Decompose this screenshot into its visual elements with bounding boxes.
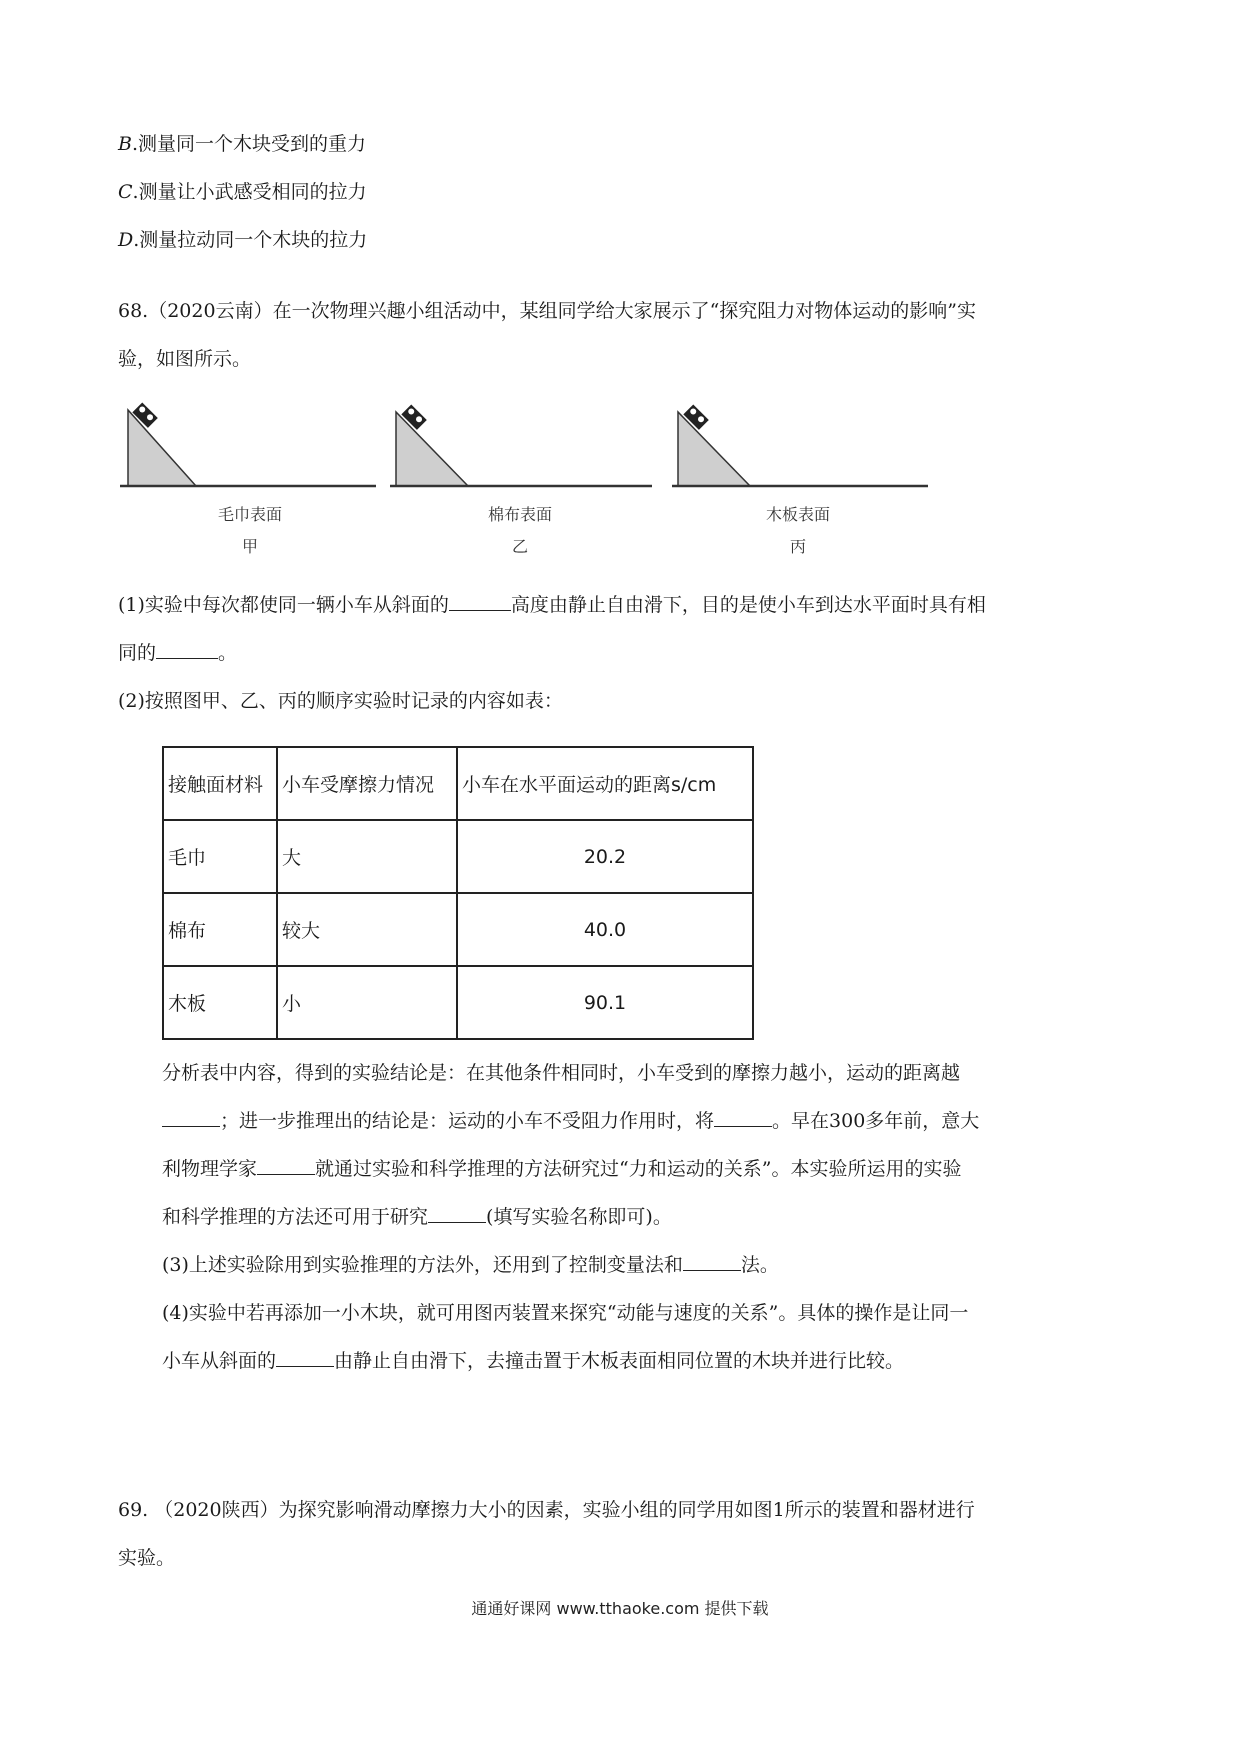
option-d — [118, 227, 367, 253]
q68-stem-line1: 68.（2020云南）在一次物理兴趣小组活动中，某组同学给大家展示了“探究阻力对物体运动的影响”实 — [118, 300, 976, 322]
q68-part1-line2 — [118, 640, 237, 666]
q68-part1-text-c: 同的 — [118, 642, 157, 664]
option-c-letter: C — [118, 181, 133, 203]
option-c-text: .测量让小武感受相同的拉力 — [132, 181, 367, 203]
option-c — [118, 179, 367, 205]
q69-stem-line1: 69. （2020陕西）为探究影响滑动摩擦力大小的因素，实验小组的同学用如图1所示的装置和器材进行 — [118, 1499, 975, 1521]
answer-blank-5[interactable] — [257, 1156, 315, 1175]
table-header-distance: 小车在水平面运动的距离s/cm — [457, 747, 753, 820]
figure-jia-surface: 毛巾表面 — [217, 505, 282, 524]
answer-blank-8[interactable] — [276, 1348, 334, 1367]
q68-analysis-text-d: 利物理学家 — [162, 1158, 258, 1180]
answer-blank-6[interactable] — [428, 1204, 486, 1223]
figure-yi-surface: 棉布表面 — [487, 505, 552, 524]
table-cell-material: 木板 — [163, 966, 277, 1039]
option-d-letter: D — [118, 229, 134, 251]
q68-part1-line1 — [118, 592, 986, 618]
table-cell-material: 毛巾 — [163, 820, 277, 893]
incline-diagram-bing — [672, 400, 942, 500]
table-cell-distance: 40.0 — [457, 893, 753, 966]
q68-part1-text-a: (1)实验中每次都使同一辆小车从斜面的 — [118, 594, 449, 616]
q68-analysis-line2 — [162, 1108, 979, 1134]
option-b — [118, 131, 366, 157]
table-cell-friction: 较大 — [277, 893, 457, 966]
figure-bing — [672, 400, 942, 570]
table-row — [163, 966, 753, 1039]
answer-blank-7[interactable] — [683, 1252, 741, 1271]
figure-jia — [120, 400, 390, 570]
q68-analysis-line1: 分析表中内容，得到的实验结论是：在其他条件相同时，小车受到的摩擦力越小，运动的距离越 — [162, 1062, 961, 1084]
q68-part4-text-b: 小车从斜面的 — [162, 1350, 277, 1372]
table-header-friction: 小车受摩擦力情况 — [277, 747, 457, 820]
figure-jia-label: 甲 — [241, 537, 258, 556]
table-header-row — [163, 747, 753, 820]
q68-analysis-text-f: 和科学推理的方法还可用于研究 — [162, 1206, 429, 1228]
figure-yi — [390, 400, 660, 570]
table-cell-friction: 大 — [277, 820, 457, 893]
option-b-text: .测量同一个木块受到的重力 — [131, 133, 367, 155]
q68-part1-text-b: 高度由静止自由滑下，目的是使小车到达水平面时具有相 — [510, 594, 986, 616]
q68-analysis-text-b: ；进一步推理出的结论是：运动的小车不受阻力作用时，将 — [220, 1110, 715, 1132]
table-cell-distance: 90.1 — [457, 966, 753, 1039]
incline-diagram-jia — [120, 400, 390, 500]
q68-part4-text-c: 由静止自由滑下，去撞击置于木板表面相同位置的木块并进行比较。 — [334, 1350, 905, 1372]
answer-blank-2[interactable] — [156, 640, 218, 659]
table-header-material: 接触面材料 — [163, 747, 277, 820]
q68-part3-text-a: (3)上述实验除用到实验推理的方法外，还用到了控制变量法和 — [162, 1254, 683, 1276]
table-cell-friction: 小 — [277, 966, 457, 1039]
answer-blank-1[interactable] — [449, 592, 511, 611]
figure-yi-label: 乙 — [511, 537, 528, 556]
q68-part2-intro: (2)按照图甲、乙、丙的顺序实验时记录的内容如表： — [118, 690, 563, 712]
figure-bing-label: 丙 — [789, 537, 806, 556]
answer-blank-3[interactable] — [162, 1108, 220, 1127]
option-b-letter: B — [118, 133, 132, 155]
q68-analysis-text-c: 。早在300多年前，意大 — [772, 1110, 980, 1132]
figure-bing-surface: 木板表面 — [765, 505, 830, 524]
option-d-text: .测量拉动同一个木块的拉力 — [133, 229, 368, 251]
q69-stem-line2: 实验。 — [118, 1547, 176, 1569]
incline-diagram-yi — [390, 400, 660, 500]
table-cell-material: 棉布 — [163, 893, 277, 966]
q68-part3-text-b: 法。 — [740, 1254, 779, 1276]
table-row — [163, 893, 753, 966]
table-cell-distance: 20.2 — [457, 820, 753, 893]
page-footer: 通通好课网 www.tthaoke.com 提供下载 — [471, 1599, 769, 1618]
q68-analysis-line4 — [162, 1204, 672, 1230]
q68-part4-line2 — [162, 1348, 904, 1374]
answer-blank-4[interactable] — [714, 1108, 772, 1127]
table-row — [163, 820, 753, 893]
q68-analysis-line3 — [162, 1156, 961, 1182]
friction-data-table — [162, 746, 754, 1040]
q68-part1-text-d: 。 — [218, 642, 238, 664]
q68-analysis-text-g: (填写实验名称即可)。 — [486, 1206, 672, 1228]
q68-analysis-text-e: 就通过实验和科学推理的方法研究过“力和运动的关系”。本实验所运用的实验 — [315, 1158, 962, 1180]
q68-part4-line1: (4)实验中若再添加一小木块，就可用图丙装置来探究“动能与速度的关系”。具体的操作是让同一 — [162, 1302, 969, 1324]
q68-stem-line2: 验，如图所示。 — [118, 348, 252, 370]
q68-part3 — [162, 1252, 779, 1278]
